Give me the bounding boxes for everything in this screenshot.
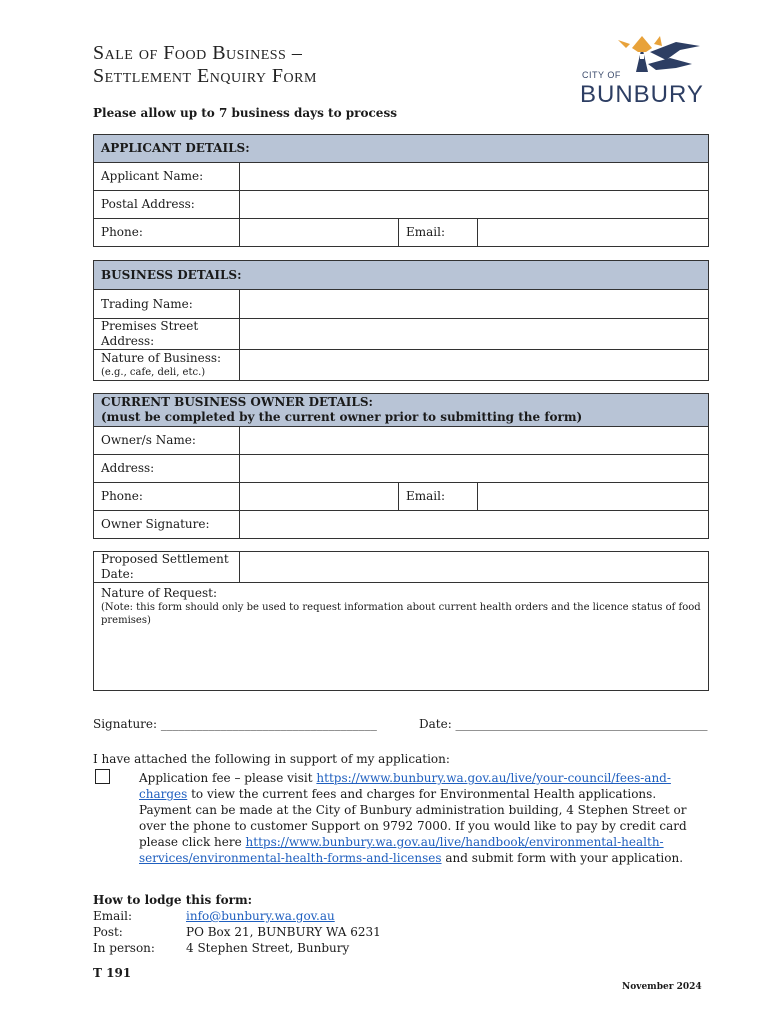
lodge-post-key: Post:: [93, 925, 123, 939]
revision-date: November 2024: [622, 982, 702, 992]
lodge-person-row: [93, 940, 381, 956]
lodge-email-key: Email:: [93, 909, 133, 923]
fee-text-3: and submit form with your application.: [441, 851, 684, 865]
fees-charges-link[interactable]: https://www.bunbury.wa.gov.au/live/your-council/fees-and-charges: [139, 771, 671, 801]
nature-of-business-field[interactable]: [240, 350, 709, 381]
fee-text-1: Application fee – please visit: [139, 771, 317, 785]
attachments-intro: I have attached the following in support of my application:: [93, 752, 450, 766]
lodge-heading: How to lodge this form:: [93, 893, 253, 907]
page-title: [93, 42, 317, 88]
lodge-person-key: In person:: [93, 941, 155, 955]
owner-address-label: Address:: [94, 455, 240, 483]
trading-name-label: Trading Name:: [94, 290, 240, 319]
premises-address-label: Premises Street Address:: [94, 319, 240, 350]
nature-of-business-cell: [94, 350, 240, 381]
postal-address-label: Postal Address:: [94, 191, 240, 219]
lodge-post-row: [93, 924, 381, 940]
date-line[interactable]: Date: __________________________________________: [419, 717, 708, 731]
health-forms-link[interactable]: https://www.bunbury.wa.gov.au/live/handbook/environmental-health-services/environmental-health-forms-and-licenses: [139, 835, 664, 865]
title-line-1: Sale of Food Business –: [93, 42, 303, 64]
lodge-email-link[interactable]: info@bunbury.wa.gov.au: [186, 909, 335, 923]
applicant-email-label: Email:: [399, 219, 478, 247]
applicant-details-table: [93, 134, 709, 247]
owner-signature-label: Owner Signature:: [94, 511, 240, 539]
fee-text-2: to view the current fees and charges for Environmental Health applications. Payment can be made at the City of Bunbury administration building, 4 Stephen Street or over the phone to customer Support on 9792 7000. If you would like to pay by credit card please click here: [139, 787, 687, 849]
owner-name-field[interactable]: [240, 427, 709, 455]
owner-heading-line-1: CURRENT BUSINESS OWNER DETAILS:: [101, 395, 373, 409]
lodge-email-row: [93, 908, 381, 924]
applicant-phone-field[interactable]: [240, 219, 399, 247]
lodge-person-value: 4 Stephen Street, Bunbury: [186, 941, 350, 955]
logo-name-text: BUNBURY: [580, 81, 704, 108]
applicant-name-label: Applicant Name:: [94, 163, 240, 191]
signature-line[interactable]: Signature: ____________________________________: [93, 717, 377, 731]
nature-of-request-label: Nature of Request:: [101, 586, 218, 600]
applicant-email-field[interactable]: [478, 219, 709, 247]
owner-phone-label: Phone:: [94, 483, 240, 511]
lodge-post-value: PO Box 21, BUNBURY WA 6231: [186, 925, 381, 939]
applicant-name-field[interactable]: [240, 163, 709, 191]
owner-email-label: Email:: [399, 483, 478, 511]
applicant-heading: APPLICANT DETAILS:: [94, 135, 709, 163]
nature-of-request-note: (Note: this form should only be used to request information about current health orders and the licence status of food premises): [101, 602, 701, 626]
logo-city-text: CITY OF: [582, 70, 621, 80]
settlement-date-field[interactable]: [240, 552, 709, 583]
lodge-section: [93, 892, 381, 956]
owner-heading-line-2: (must be completed by the current owner prior to submitting the form): [101, 410, 583, 424]
trading-name-field[interactable]: [240, 290, 709, 319]
owner-address-field[interactable]: [240, 455, 709, 483]
title-line-2: Settlement Enquiry Form: [93, 65, 317, 87]
nature-of-business-hint: (e.g., cafe, deli, etc.): [101, 367, 206, 378]
nature-of-business-label: Nature of Business:: [101, 351, 222, 365]
premises-address-field[interactable]: [240, 319, 709, 350]
owner-email-field[interactable]: [478, 483, 709, 511]
request-table: [93, 551, 709, 691]
postal-address-field[interactable]: [240, 191, 709, 219]
business-details-table: [93, 260, 709, 381]
owner-signature-field[interactable]: [240, 511, 709, 539]
business-heading: BUSINESS DETAILS:: [94, 261, 709, 290]
application-fee-text: [139, 770, 699, 866]
settlement-date-label: Proposed Settlement Date:: [94, 552, 240, 583]
form-code: T 191: [93, 966, 132, 980]
processing-notice: Please allow up to 7 business days to process: [93, 106, 397, 120]
owner-details-table: [93, 393, 709, 539]
lighthouse-logo-icon: [580, 34, 706, 74]
application-fee-checkbox[interactable]: [95, 769, 110, 784]
owner-name-label: Owner/s Name:: [94, 427, 240, 455]
owner-heading: [94, 394, 709, 427]
nature-of-request-field[interactable]: [94, 583, 709, 691]
city-logo: [580, 34, 706, 106]
owner-phone-field[interactable]: [240, 483, 399, 511]
applicant-phone-label: Phone:: [94, 219, 240, 247]
